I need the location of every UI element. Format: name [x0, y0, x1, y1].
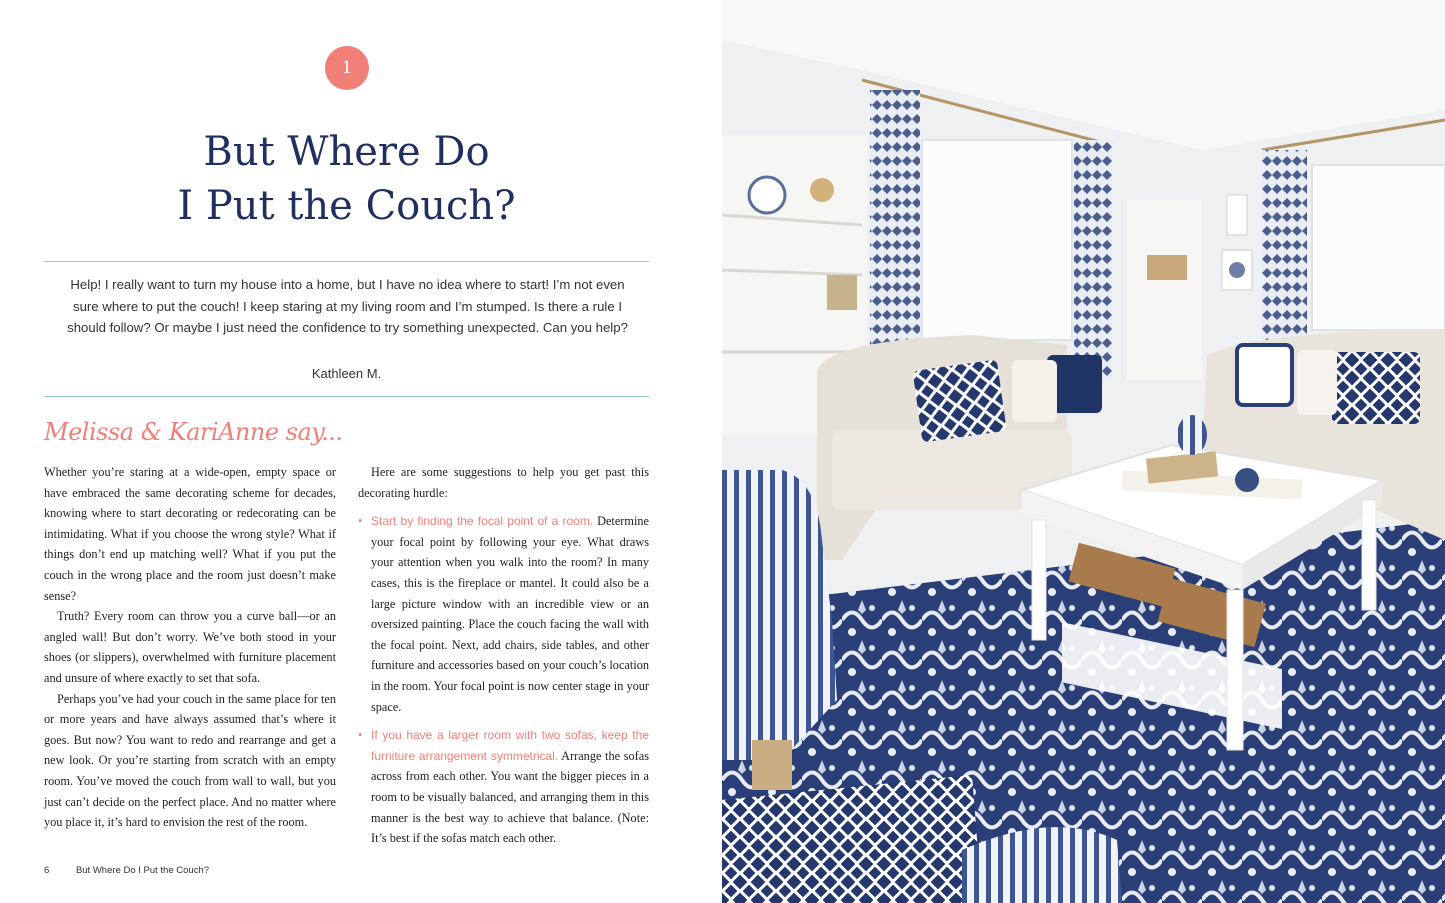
chapter-title: [44, 125, 649, 233]
chapter-number-badge: 1: [325, 46, 369, 90]
tip-focal-point: [358, 511, 649, 717]
curtain-2: [1074, 140, 1112, 380]
question-author: Kathleen M.: [311, 366, 382, 381]
right-text-column: [358, 462, 649, 849]
top-divider: [44, 261, 649, 262]
suggestions-intro: Here are some suggestions to help you get past this decorating hurdle:: [358, 465, 649, 500]
page-footer: [44, 865, 209, 876]
pillow-geometric: [1332, 352, 1420, 424]
tip-focal-point-highlight: Start by finding the focal point of a room.: [371, 514, 594, 529]
paragraph-2: Truth? Every room can throw you a curve ball—or an angled wall! But don’t worry. We’ve both stood in your shoes (or slippers), overwhelmed with furniture placement and unsure of where exactly to set that sofa.: [44, 609, 336, 685]
left-page: [0, 0, 722, 903]
window-left: [922, 140, 1072, 340]
striped-vase: [1177, 415, 1207, 455]
tip-symmetry-body: Arrange the sofas across from each other. You want the bigger pieces in a room to be visually balanced, and arranging them in this manner is the best way to achieve that balance. (Note: It’s best if the sofas match each other.: [371, 748, 649, 846]
tip-symmetry: [358, 725, 649, 849]
curtain-1: [870, 90, 920, 345]
pillow-trellis: [913, 359, 1007, 442]
pillow-floral: [1237, 345, 1292, 405]
window-right: [1312, 165, 1445, 330]
paragraph-1: Whether you’re staring at a wide-open, empty space or have embraced the same decorating scheme for decades, knowing where to start decorating or redecorating can be intimidating. What if you choose the wrong style? What if things don’t end up matching well? What if you put the couch in the wrong place and the room just doesn’t make sense?: [44, 465, 336, 603]
running-title: But Where Do I Put the Couch?: [75, 865, 210, 876]
left-text-column: [44, 462, 336, 833]
reader-question: Help! I really want to turn my house into a home, but I have no idea where to start! I’m not even sure where to put the couch! I keep staring at my living room and I’m stumped. Is there a rule I should follow? Or maybe I just need the confidence to try something unexpected. Can you help?: [67, 277, 628, 335]
tip-symmetry-highlight: If you have a larger room with two sofas, keep the furniture arrangement symmetrical.: [371, 728, 649, 763]
answer-heading: Melissa & KariAnne say...: [44, 418, 343, 446]
chapter-title-line-1: But Where Do: [203, 129, 490, 175]
page-number: 6: [44, 865, 50, 876]
living-room-photo: [722, 0, 1445, 903]
chapter-title-line-2: I Put the Couch?: [177, 183, 516, 229]
curtain-3: [1262, 150, 1307, 340]
paragraph-3: Perhaps you’ve had your couch in the same place for ten or more years and have always assumed that’s where it goes. But now? You want to redo and rearrange and get a new look. Or you’re starting from scratch with an empty room. You’ve moved the couch from wall to wall, but you just can’t decide on the perfect place. And no matter where you place it, it’s hard to envision the rest of the room.: [44, 691, 336, 830]
bottom-divider: [44, 396, 649, 397]
bookshelf-center: [1127, 200, 1202, 380]
tip-focal-point-body: Determine your focal point by following your eye. What draws your attention when you walk into the room? In many cases, this is the fireplace or mantel. It could also be a large picture window with an incredible view or an oversized painting. Place the couch facing the wall with the focal point. Next, add chairs, side tables, and other furniture and accessories based on your couch’s location in the room. Your focal point is now center stage in your space.: [371, 514, 649, 714]
living-room-illustration: [722, 0, 1445, 903]
